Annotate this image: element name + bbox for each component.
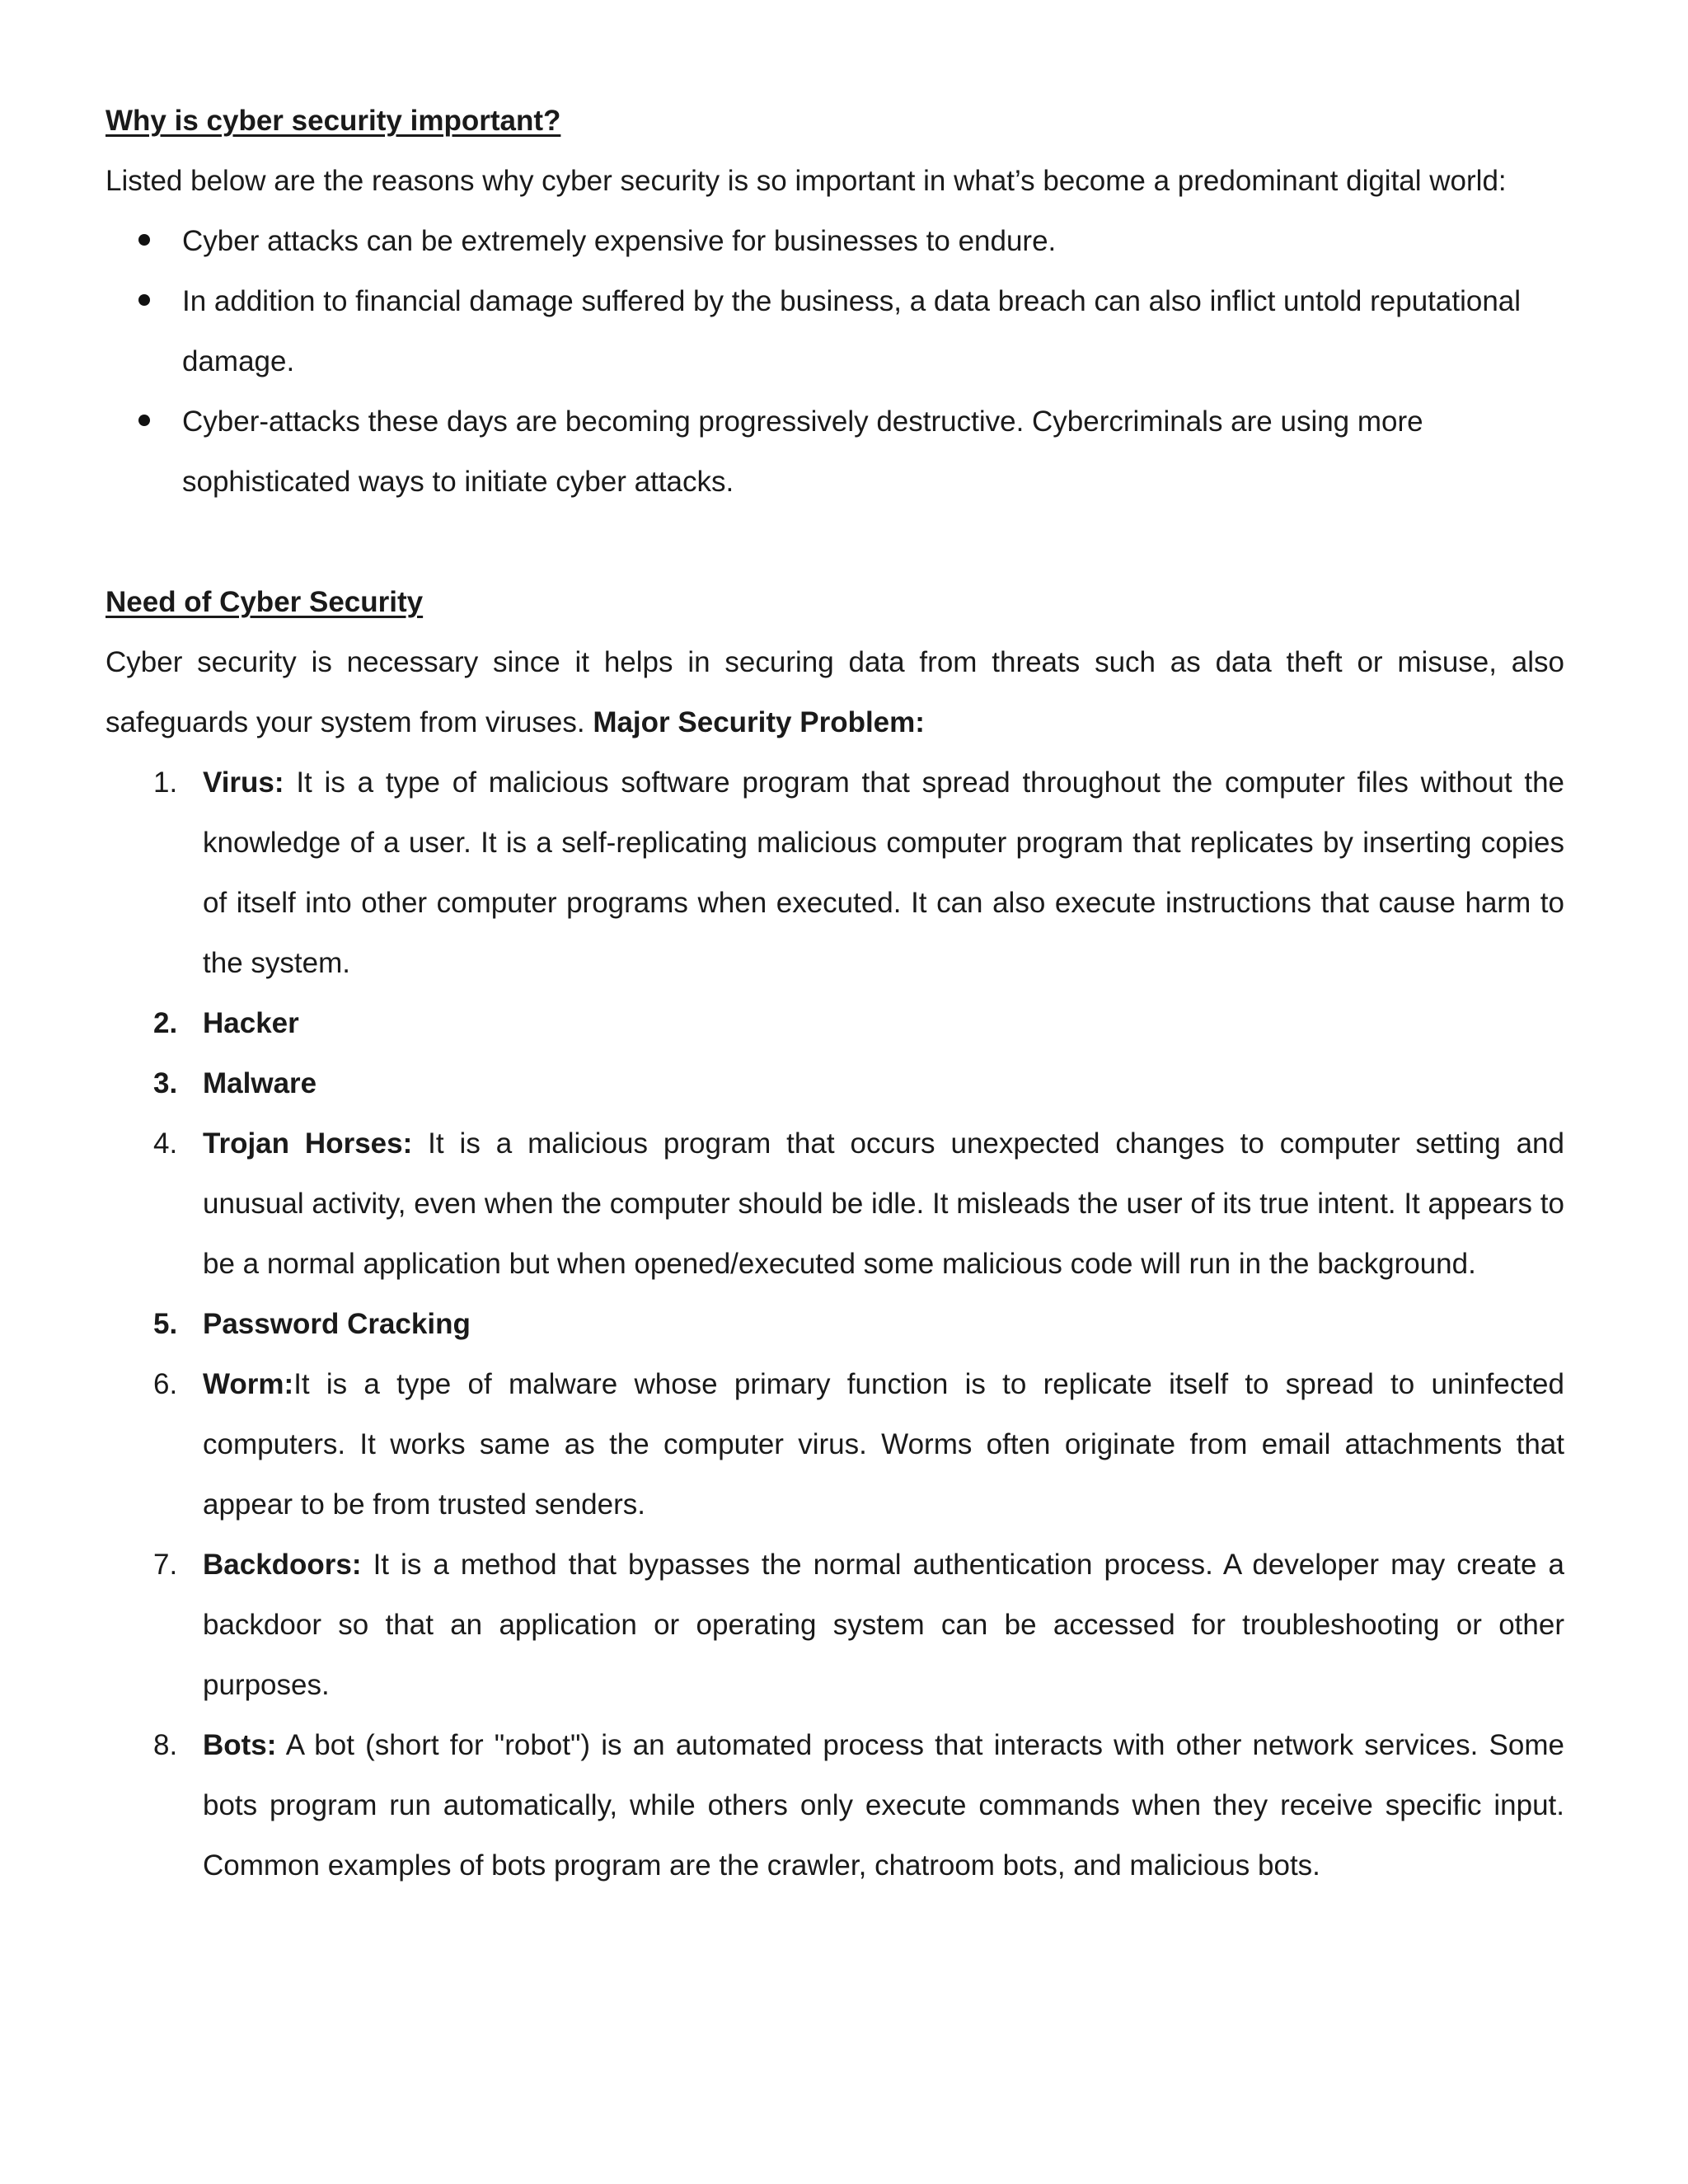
list-number: 7. bbox=[153, 1549, 178, 1581]
importance-bullet-list bbox=[106, 211, 1564, 512]
list-item bbox=[106, 1535, 1564, 1715]
list-description: A bot (short for "robot") is an automated process that interacts with other network services. Some bots program run automatically, while others only execute commands when they receive specific input. Common examples of bots program are the crawler, chatroom bots, and malicious bots. bbox=[203, 1729, 1564, 1882]
list-item bbox=[106, 1715, 1564, 1896]
list-item bbox=[106, 1053, 1564, 1113]
bullet-item bbox=[106, 271, 1564, 391]
list-item bbox=[106, 993, 1564, 1053]
list-number: 2. bbox=[153, 1007, 178, 1039]
list-term: Trojan Horses: bbox=[203, 1127, 413, 1160]
list-item bbox=[106, 1113, 1564, 1294]
bullet-icon bbox=[138, 415, 150, 426]
list-description: It is a type of malicious software program that spread throughout the computer files without the knowledge of a user. It is a self-replicating malicious computer program that replicates by inserting copies of itself into other computer programs when executed. It can also execute instructions that cause harm to the system. bbox=[203, 766, 1564, 979]
security-problems-list bbox=[106, 752, 1564, 1896]
bullet-text: In addition to financial damage suffered by the business, a data breach can also inflict untold reputational damage. bbox=[182, 285, 1522, 377]
list-term: Backdoors: bbox=[203, 1549, 362, 1581]
list-term: Hacker bbox=[203, 1007, 299, 1039]
bullet-text: Cyber-attacks these days are becoming progressively destructive. Cybercriminals are using more sophisticated ways to initiate cyber attacks. bbox=[182, 405, 1423, 498]
importance-intro: Listed below are the reasons why cyber security is so important in what’s become a predominant digital world: bbox=[106, 165, 1507, 197]
need-intro bbox=[106, 632, 1564, 752]
section-heading-importance: Why is cyber security important? bbox=[106, 105, 561, 137]
need-intro-bold: Major Security Problem: bbox=[593, 706, 925, 738]
list-term: Virus: bbox=[203, 766, 284, 799]
document-page bbox=[106, 91, 1564, 1896]
list-number: 1. bbox=[153, 766, 178, 799]
section-spacer bbox=[106, 512, 1564, 572]
list-description: It is a method that bypasses the normal authentication process. A developer may create a backdoor so that an application or operating system can be accessed for troubleshooting or other purposes. bbox=[203, 1549, 1564, 1701]
bullet-text: Cyber attacks can be extremely expensive for businesses to endure. bbox=[182, 225, 1057, 257]
list-number: 5. bbox=[153, 1308, 178, 1340]
bullet-item bbox=[106, 211, 1564, 271]
section-heading-need: Need of Cyber Security bbox=[106, 586, 424, 618]
bullet-item bbox=[106, 391, 1564, 512]
list-term: Worm: bbox=[203, 1368, 294, 1400]
bullet-icon bbox=[138, 294, 150, 306]
list-number: 8. bbox=[153, 1729, 178, 1761]
list-term: Bots: bbox=[203, 1729, 277, 1761]
bullet-icon bbox=[138, 234, 150, 246]
list-item bbox=[106, 1294, 1564, 1354]
list-term: Malware bbox=[203, 1067, 317, 1099]
list-number: 6. bbox=[153, 1368, 178, 1400]
list-description: It is a type of malware whose primary function is to replicate itself to spread to uninfected computers. It works same as the computer virus. Worms often originate from email attachments that appear to be from trusted senders. bbox=[203, 1368, 1564, 1521]
list-term: Password Cracking bbox=[203, 1308, 471, 1340]
list-number: 4. bbox=[153, 1127, 178, 1160]
list-item bbox=[106, 752, 1564, 993]
list-item bbox=[106, 1354, 1564, 1535]
list-number: 3. bbox=[153, 1067, 178, 1099]
list-description: It is a malicious program that occurs unexpected changes to computer setting and unusual activity, even when the computer should be idle. It misleads the user of its true intent. It appears to be a normal application but when opened/executed some malicious code will run in the background. bbox=[203, 1127, 1564, 1280]
need-intro-text: Cyber security is necessary since it helps in securing data from threats such as data theft or misuse, also safeguards your system from viruses. bbox=[106, 646, 1564, 738]
